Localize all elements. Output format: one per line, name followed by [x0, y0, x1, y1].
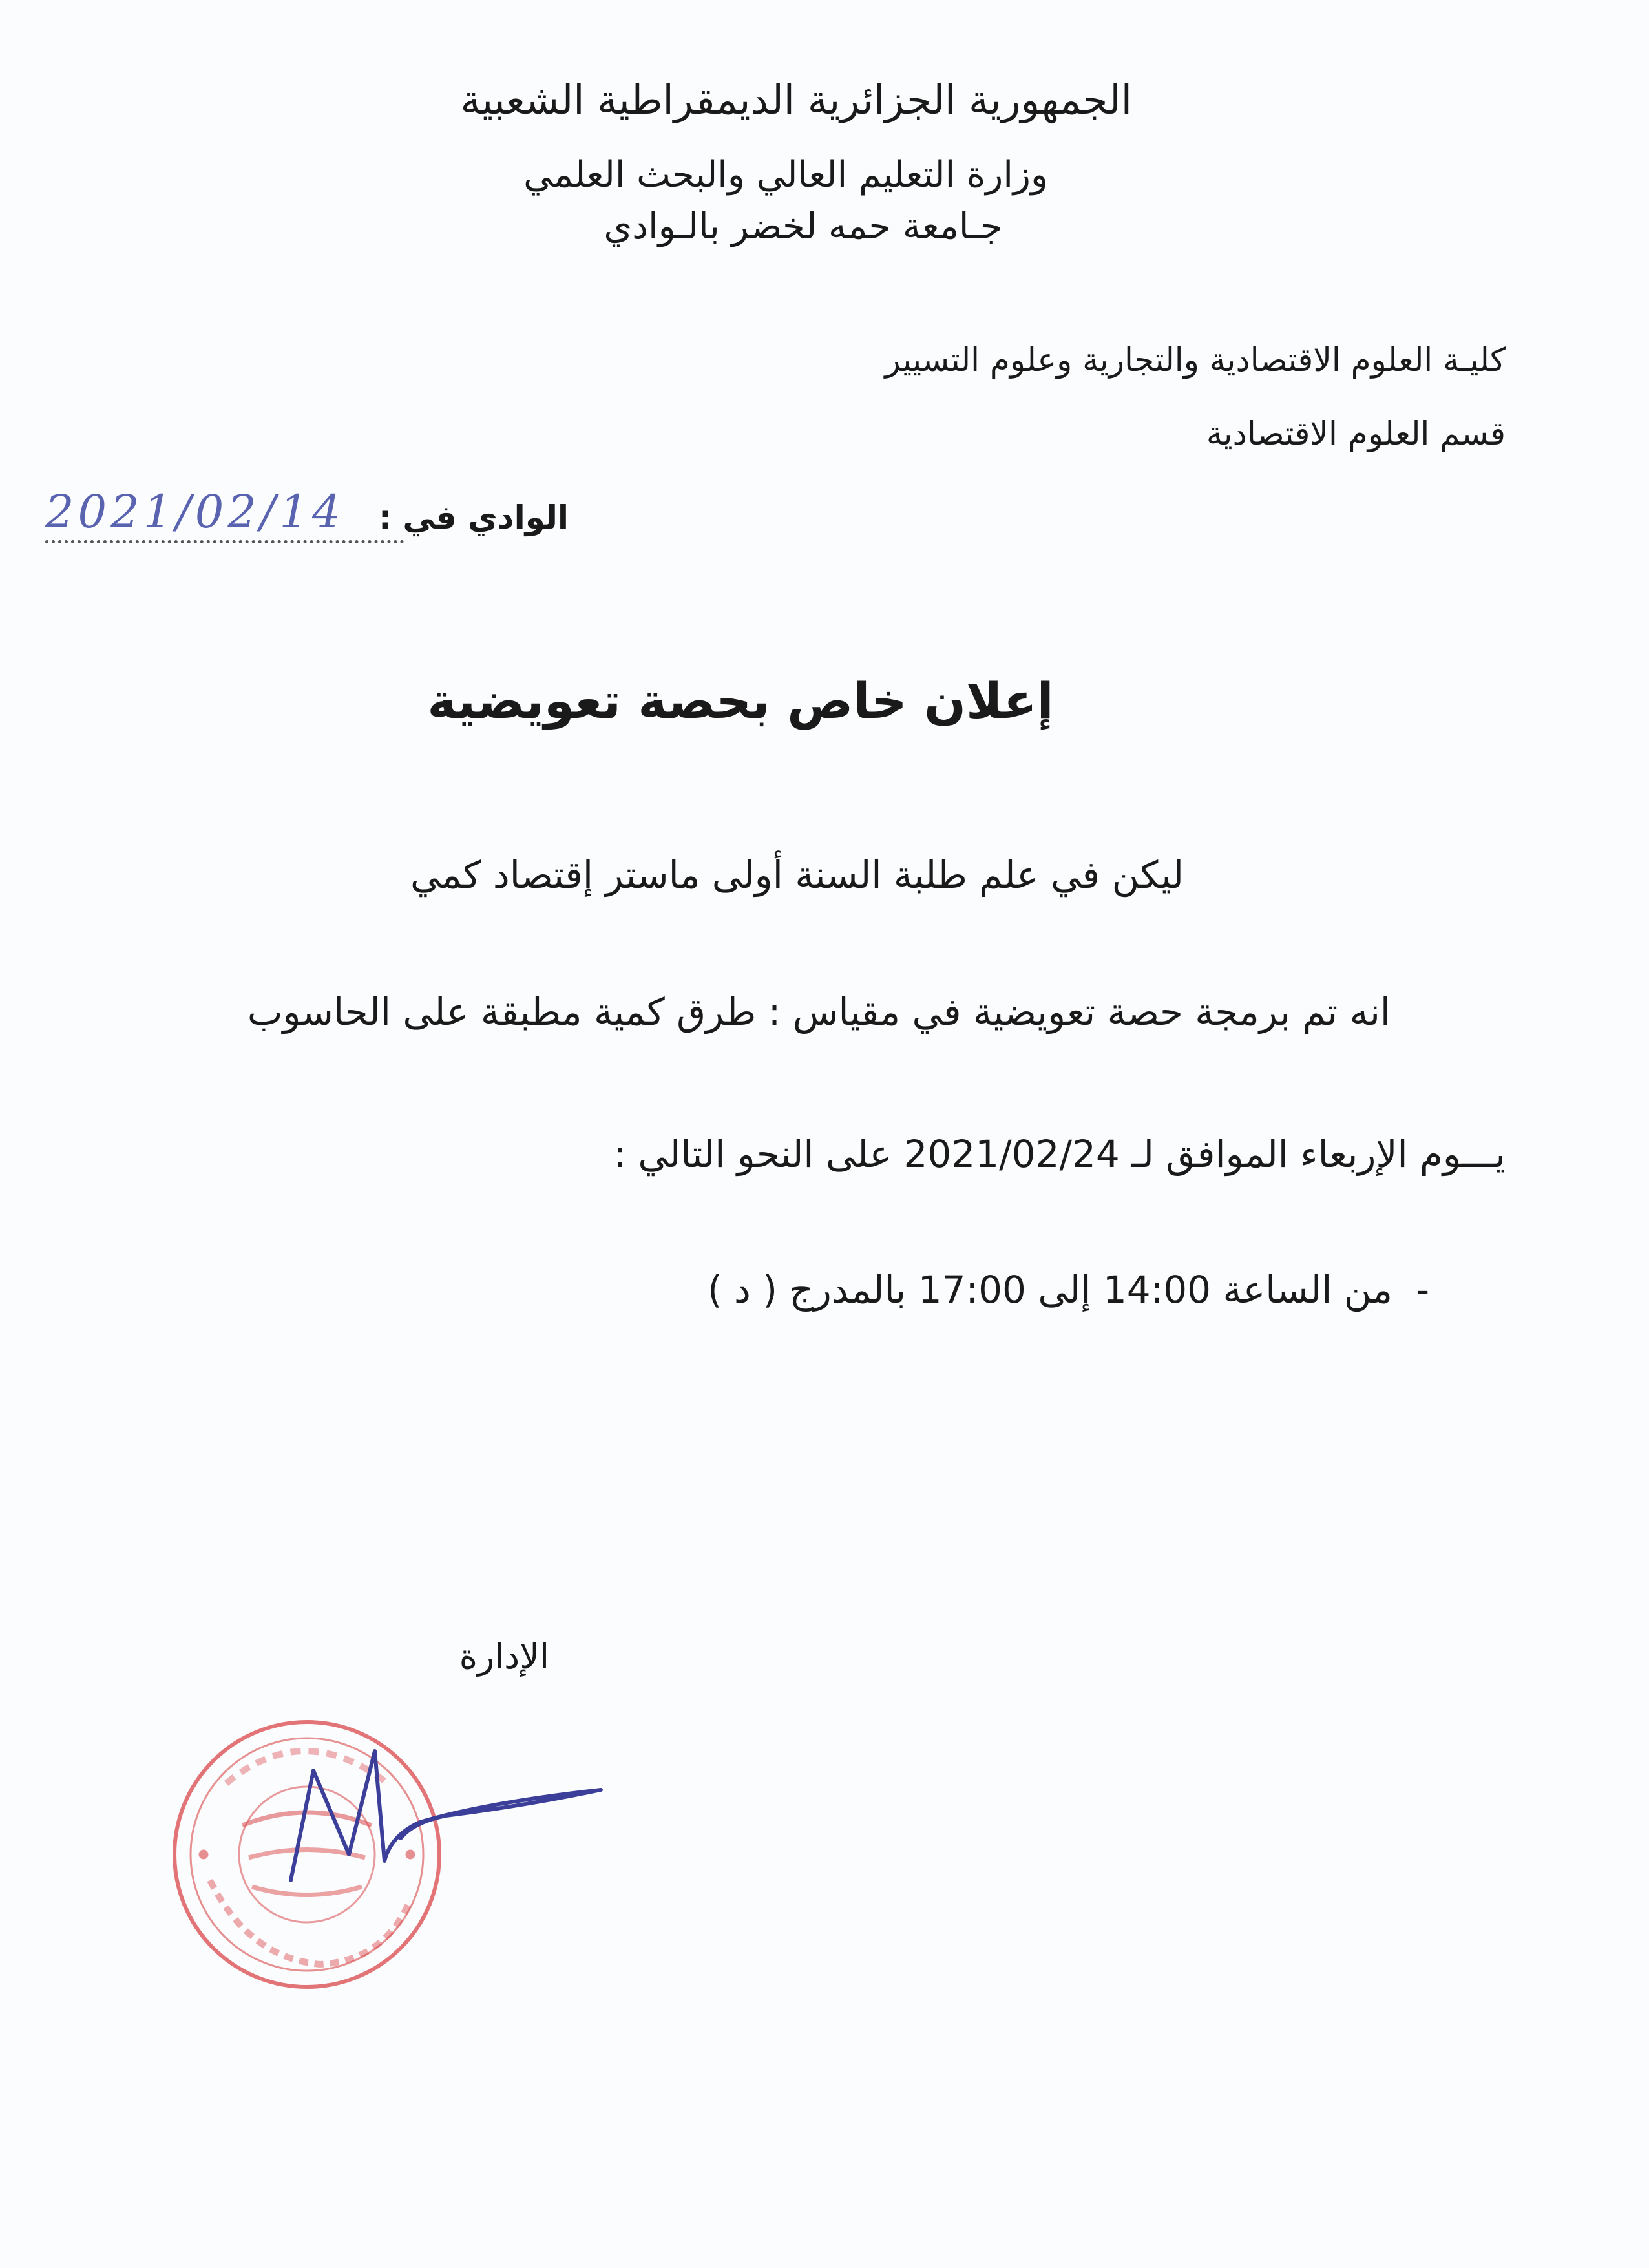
handwritten-signature — [252, 1725, 614, 1919]
schedule-text: من الساعة 14:00 إلى 17:00 بالمدرج ( د ) — [707, 1268, 1393, 1312]
faculty-name: كليـة العلوم الاقتصادية والتجارية وعلوم التسيير — [885, 341, 1506, 379]
administration-label: الإدارة — [459, 1636, 549, 1677]
schedule-item — [708, 1268, 1429, 1312]
day-line: يـــوم الإربعاء الموافق لـ 2021/02/24 على النحو التالي : — [613, 1132, 1506, 1176]
republic-heading: الجمهورية الجزائرية الديمقراطية الشعبية — [460, 76, 1132, 123]
bullet-dash: - — [1416, 1268, 1429, 1312]
department-name: قسم العلوم الاقتصادية — [1206, 415, 1506, 452]
notice-line: ليكن في علم طلبة السنة أولى ماستر إقتصاد كمي — [410, 853, 1184, 897]
ministry-heading: وزارة التعليم العالي والبحث العلمي — [523, 154, 1048, 196]
announcement-title — [0, 672, 1649, 730]
university-heading: جـامعة حمه لخضر بالـوادي — [604, 205, 1003, 247]
announcement-title-text: إعلان خاص بحصة تعويضية — [427, 672, 1054, 730]
date-label: الوادي في : — [378, 499, 569, 536]
handwritten-date: 2021/02/14 — [45, 486, 404, 543]
program-line: انه تم برمجة حصة تعويضية في مقياس : طرق كمية مطبقة على الحاسوب — [247, 990, 1391, 1034]
